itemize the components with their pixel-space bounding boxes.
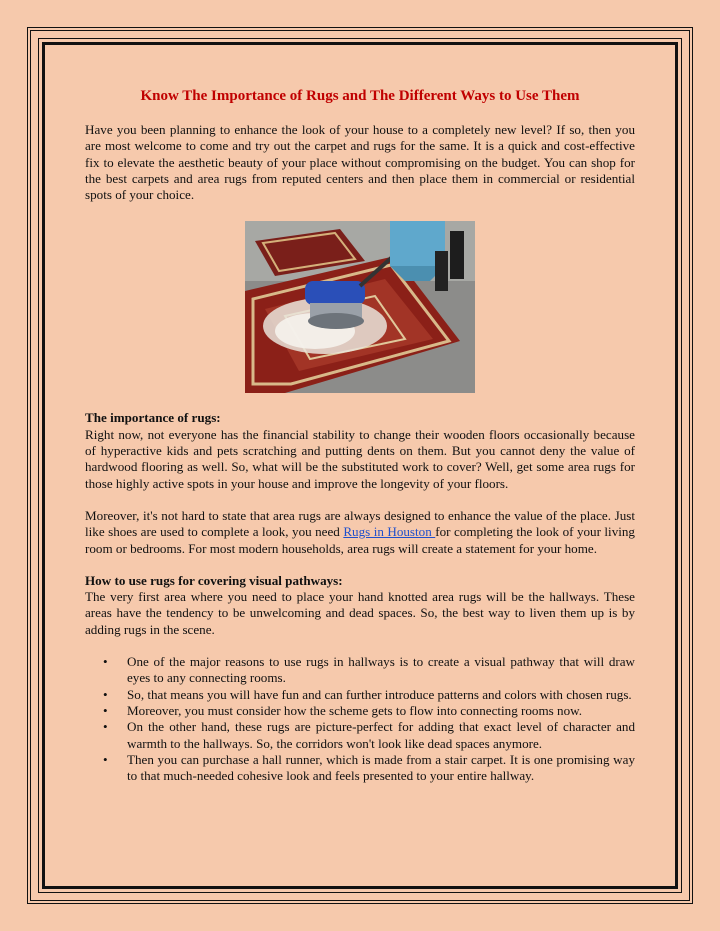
bullet-icon: • (103, 751, 108, 767)
list-item-text: On the other hand, these rugs are picture-perfect for adding that exact level of character and warmth to the hallways. So, the corridors won't look like dead spaces anymore. (127, 719, 635, 751)
section1-paragraph2-start: Moreover, it's not hard to state that area rugs are always designed to enhance the value of the place. Just like shoes are used to complete a look, you need (85, 507, 635, 540)
bullet-icon: • (103, 719, 108, 735)
list-item (85, 687, 635, 703)
photo-container (85, 221, 635, 393)
document-title: Know The Importance of Rugs and The Different Ways to Use Them (140, 88, 580, 104)
list-item (85, 703, 635, 719)
bullet-icon: • (103, 686, 108, 702)
list-item (85, 752, 635, 785)
list-item (85, 719, 635, 752)
bullet-list (85, 654, 635, 784)
document-body (85, 86, 635, 784)
rug-cleaning-photo (245, 221, 475, 393)
list-item-text: Then you can purchase a hall runner, which is made from a stair carpet. It is one promising way to that much-needed cohesive look and feels presented to your entire hallway. (127, 751, 635, 784)
section2-heading: How to use rugs for covering visual pathways: (85, 572, 343, 588)
list-item-text: One of the major reasons to use rugs in hallways is to create a visual pathway that will draw eyes to any connecting rooms. (127, 654, 635, 686)
section1-paragraph1: Right now, not everyone has the financial stability to change their wooden floors occasionally because of hyperactive kids and pets scratching and putting dents on them. But you cannot deny the value of hardwood flooring as well. So, what will be the substituted work to cover? Well, get some area rugs for those highly active spots in your house and improve the longevity of your floors. (85, 426, 635, 491)
bullet-icon: • (103, 702, 108, 718)
rugs-in-houston-link[interactable]: Rugs in Houston (343, 524, 436, 540)
section2-paragraph: The very first area where you need to place your hand knotted area rugs will be the hallways. These areas have the tendency to be unwelcoming and dead spaces. So, the best way to liven them up is by adding rugs in the scene. (85, 589, 635, 637)
section1-paragraph2-end: for completing the look of your living room or bedrooms. For most modern households, area rugs will create a statement for your home. (85, 524, 635, 556)
intro-paragraph: Have you been planning to enhance the look of your house to a completely new level? If so, then you are most welcome to come and try out the carpet and rugs for the same. It is a quick and cost-effective fix to elevate the aesthetic beauty of your place without compromising on the budget. You can shop for the best carpets and area rugs from reputed centers and then place them in commercial or residential spots of your choice. (85, 122, 635, 203)
bullet-icon: • (103, 654, 108, 670)
section1-heading: The importance of rugs: (85, 410, 221, 426)
list-item-text: Moreover, you must consider how the scheme gets to flow into connecting rooms now. (127, 702, 583, 718)
section1-paragraph2 (85, 508, 635, 557)
list-item-text: So, that means you will have fun and can further introduce patterns and colors with chosen rugs. (127, 686, 632, 702)
list-item (85, 654, 635, 687)
